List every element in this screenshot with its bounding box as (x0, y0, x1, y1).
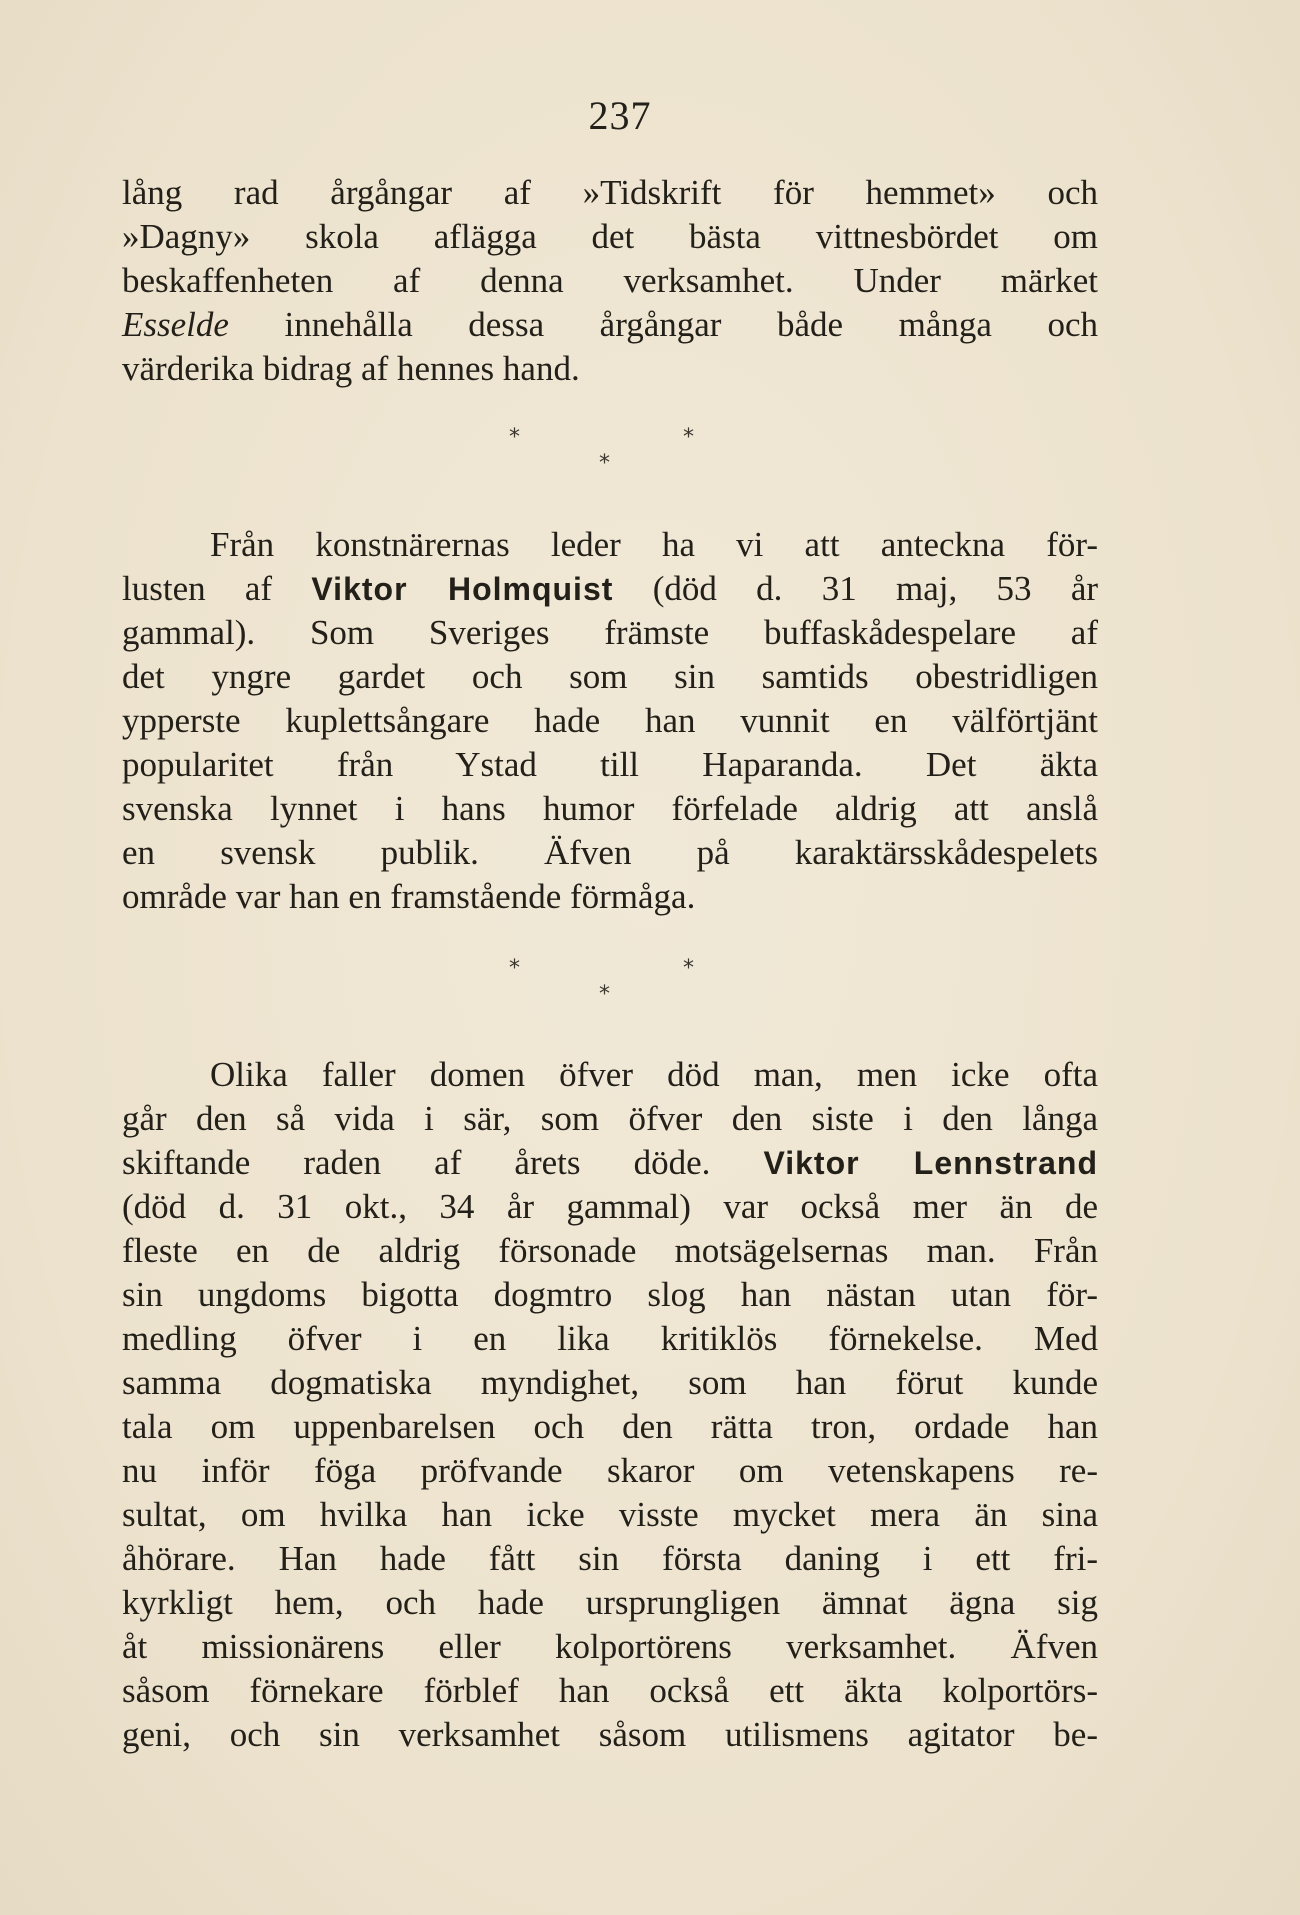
text-line: fleste en de aldrig försonade motsägelsernas man. Från (122, 1231, 1098, 1270)
text-line: går den så vida i sär, som öfver den siste i den långa (122, 1099, 1098, 1138)
text-line: Olika faller domen öfver död man, men icke ofta (210, 1055, 1098, 1094)
text-line (122, 1141, 1098, 1185)
text-line: beskaffenheten af denna verksamhet. Under märket (122, 261, 1098, 300)
text-line: lång rad årgångar af »Tidskrift för hemmet» och (122, 173, 1098, 212)
text-span: skiftande raden af årets döde. (122, 1143, 764, 1182)
asterisk-icon: * (683, 425, 694, 450)
text-line: geni, och sin verksamhet såsom utilismens agitator be- (122, 1715, 1098, 1754)
text-line: samma dogmatiska myndighet, som han förut kunde (122, 1363, 1098, 1402)
text-line: Från konstnärernas leder ha vi att anteckna för- (210, 525, 1098, 564)
text-span: innehålla dessa årgångar både många och (228, 305, 1098, 344)
text-span: (död d. 31 maj, 53 år (613, 569, 1099, 608)
text-line: såsom förnekare förblef han också ett äkta kolportörs- (122, 1671, 1098, 1710)
asterisk-icon: * (683, 956, 694, 981)
text-line: gammal). Som Sveriges främste buffaskådespelare af (122, 613, 1098, 652)
text-line: medling öfver i en lika kritiklös förnekelse. Med (122, 1319, 1098, 1358)
signature-esselde: Esselde (122, 305, 229, 344)
person-name-holmquist: Viktor Holmquist (311, 571, 614, 607)
text-line (122, 567, 1098, 611)
asterisk-icon: * (509, 956, 520, 981)
text-line: område var han en framstående förmåga. (122, 877, 696, 916)
text-line: en svensk publik. Äfven på karaktärsskådespelets (122, 833, 1098, 872)
text-line: nu inför föga pröfvande skaror om vetenskapens re- (122, 1451, 1098, 1490)
text-line: det yngre gardet och som sin samtids obestridligen (122, 657, 1098, 696)
text-line: sultat, om hvilka han icke visste mycket mera än sina (122, 1495, 1098, 1534)
text-line: svenska lynnet i hans humor förfelade aldrig att anslå (122, 789, 1098, 828)
text-line: kyrkligt hem, och hade ursprungligen ämnat ägna sig (122, 1583, 1098, 1622)
text-line: »Dagny» skola aflägga det bästa vittnesbördet om (122, 217, 1098, 256)
text-line: sin ungdoms bigotta dogmtro slog han nästan utan för- (122, 1275, 1098, 1314)
text-line: ypperste kuplettsångare hade han vunnit en välförtjänt (122, 701, 1098, 740)
text-line: popularitet från Ystad till Haparanda. Det äkta (122, 745, 1098, 784)
text-line (122, 303, 1098, 347)
text-line: värderika bidrag af hennes hand. (122, 349, 580, 388)
asterisk-icon: * (509, 425, 520, 450)
page-number: 237 (588, 93, 652, 138)
text-line: tala om uppenbarelsen och den rätta tron, ordade han (122, 1407, 1098, 1446)
asterisk-icon: * (599, 982, 610, 1007)
text-line: åt missionärens eller kolportörens verksamhet. Äfven (122, 1627, 1098, 1666)
asterisk-icon: * (599, 451, 610, 476)
text-span: lusten af (122, 569, 312, 608)
text-line: åhörare. Han hade fått sin första daning i ett fri- (122, 1539, 1098, 1578)
text-line: (död d. 31 okt., 34 år gammal) var också mer än de (122, 1187, 1098, 1226)
person-name-lennstrand: Viktor Lennstrand (763, 1145, 1099, 1181)
